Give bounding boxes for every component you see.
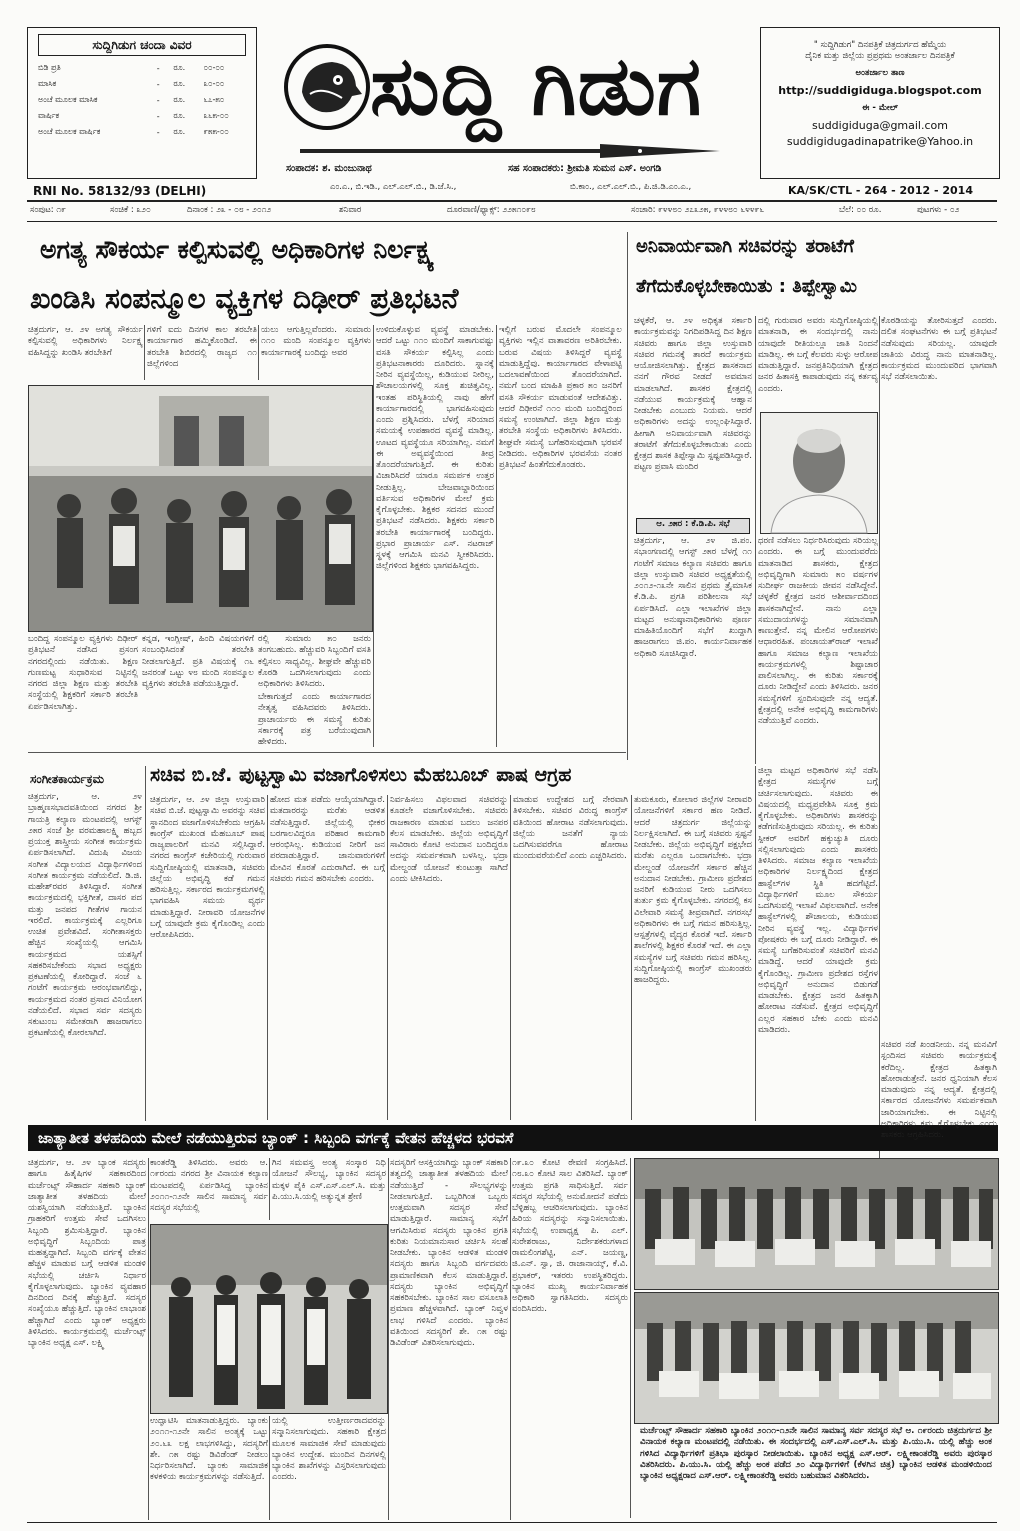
- lead-under-photo-4: ಬೇಕಾಗುತ್ತದೆ ಎಂದು ಕಾರ್ಯಾಗಾರದ ನೇತೃತ್ವ ವಹಿಸಿದವರು ತಿಳಿಸಿದರು. ಪ್ರಾಚಾರ್ಯರು ಈ ಸಮಸ್ಯೆ ಕುರಿತು ಸರ್ಕಾರಕ್ಕೆ ಪತ್ರ ಬರೆಯುವುದಾಗಿ ಹೇಳಿದರು.: [258, 692, 371, 747]
- subscription-row: [34, 76, 250, 92]
- rule: [627, 232, 628, 760]
- subscription-unit: ರೂ.: [173, 79, 186, 88]
- registration-number: KA/SK/CTL - 264 - 2012 - 2014: [788, 184, 973, 197]
- right-mid-col-2: ಸಚಿವರ ನಡೆ ಖಂಡನೀಯ. ನನ್ನ ಮನವಿಗೆ ಸ್ಪಂದಿಸದ ಸಚಿವರು ಕಾರ್ಯಕ್ರಮಕ್ಕೆ ಕರೆದಿಲ್ಲ. ಕ್ಷೇತ್ರದ ಹಿತಕ್ಕಾಗಿ ಹೋರಾಡುತ್ತೇನೆ. ಜನರ ಧ್ವನಿಯಾಗಿ ಕೆಲಸ ಮಾಡುವುದು ನನ್ನ ಆದ್ಯತೆ. ಕ್ಷೇತ್ರದಲ್ಲಿ ಸರ್ಕಾರದ ಯೋಜನೆಗಳು ಸಮರ್ಪಕವಾಗಿ ಜಾರಿಯಾಗಬೇಕು. ಈ ನಿಟ್ಟಿನಲ್ಲಿ ಅಧಿಕಾರಿಗಳು ಕ್ರಮ ಕೈಗೊಳ್ಳಬೇಕು ಎಂದು ಶಾಸಕರು ಆಗ್ರಹಿಸಿದರು.: [881, 1040, 997, 1140]
- lead-col-2: ಗಳಿಗೆ ಐದು ದಿನಗಳ ಕಾಲ ತರಬೇತಿ ಕಾರ್ಯಾಗಾರ ಹಮ್ಮಿಕೊಂಡಿದೆ. ಈ ತರಬೇತಿ ಶಿಬಿರದಲ್ಲಿ ರಾಜ್ಯದ ೧೧ ಜಿಲ್ಲೆಗಳಿಂದ: [147, 325, 257, 369]
- website-link[interactable]: http://suddigiduga.blogspot.com: [778, 83, 982, 97]
- music-heading: ಸಂಗೀತಕಾರ್ಯಕ್ರಮ: [30, 772, 105, 786]
- thippeswamy-col-3: ಕೊಠಡಿಯನ್ನು ತೋರಿಸುತ್ತದೆ ಎಂದರು. ದಲಿತ ಸಂಘಟನೆಗಳು ಈ ಬಗ್ಗೆ ಪ್ರತಿಭಟನೆ ನಡೆಸುವುದು ಸರಿಯಲ್ಲ. ಯಾವುದೇ ಜಾತಿಯ ವಿರುದ್ಧ ನಾನು ಮಾತನಾಡಿಲ್ಲ. ಕಾರ್ಯಕ್ರಮದ ಮುಂದುವರಿದ ಭಾಗವಾಗಿ ಸಭೆ ನಡೆಸಲಾಯಿತು.: [881, 316, 997, 383]
- rule: [145, 766, 146, 1121]
- rule: [631, 795, 632, 1120]
- bank-headline-bar: [28, 1125, 998, 1151]
- issue-number: ಸಂಚಿಕೆ : ೩೨೦: [110, 205, 151, 215]
- subscription-dash: -: [156, 127, 160, 137]
- bank-col-4: ಸದಸ್ಯರಿಗೆ ಆಸಕ್ತಿಯಾಗಿದ್ದು ಬ್ಯಾಂಕ್ ಸಹಕಾರಿ ತತ್ವದಲ್ಲಿ ಜಾತ್ಯಾತೀತ ತಳಹದಿಯ ಮೇಲೆ ನಡೆಯುತ್ತಿದೆ - ಸೌಲಭ್ಯಗಳನ್ನು ನೀಡಲಾಗುತ್ತಿದೆ. ಒಬ್ಬರಿಗಿಂತ ಒಬ್ಬರು ಉತ್ತಮವಾಗಿ ಸದಸ್ಯರ ಸೇವೆ ಮಾಡುತ್ತಿದ್ದಾರೆ. ಸಾಮಾನ್ಯ ಸಭೆಗೆ ಆಗಮಿಸಿರುವ ಸದಸ್ಯರು ಬ್ಯಾಂಕಿನ ಪ್ರಗತಿ ಕುರಿತು ನಿಯಮಾನುಸಾರ ಚರ್ಚಿಸಿ ಸಲಹೆ ನೀಡಬೇಕು. ಬ್ಯಾಂಕಿನ ಆಡಳಿತ ಮಂಡಳಿ ಸದಸ್ಯರು ಹಾಗೂ ಸಿಬ್ಬಂದಿ ವರ್ಗದವರು ಪ್ರಾಮಾಣಿಕವಾಗಿ ಕೆಲಸ ಮಾಡುತ್ತಿದ್ದಾರೆ. ಸದಸ್ಯರು ಬ್ಯಾಂಕಿನ ಅಭಿವೃದ್ಧಿಗೆ ಸಹಕರಿಸಬೇಕು. ಬ್ಯಾಂಕಿನ ಸಾಲ ವಸೂಲಾತಿ ಪ್ರಮಾಣ ಹೆಚ್ಚಳವಾಗಿದೆ. ಬ್ಯಾಂಕ್ ನಿವ್ವಳ ಲಾಭ ಗಳಿಸಿದೆ ಎಂದರು. ಬ್ಯಾಂಕಿನ ವತಿಯಿಂದ ಸದಸ್ಯರಿಗೆ ಶೇ. ೧೫ ರಷ್ಟು ಡಿವಿಡೆಂಡ್ ವಿತರಿಸಲಾಗುವುದು.: [390, 1158, 508, 1348]
- email-link-2[interactable]: suddigidugadinapatrike@Yahoo.in: [786, 134, 974, 148]
- email-label: ಈ - ಮೇಲ್: [862, 102, 898, 113]
- subscription-label: ಬಿಡಿ ಪ್ರತಿ: [38, 63, 61, 72]
- rule: [258, 325, 259, 380]
- subscription-dash: -: [156, 63, 160, 73]
- rni-number: RNI No. 58132/93 (DELHI): [33, 184, 207, 198]
- subscription-unit: ರೂ.: [173, 95, 186, 104]
- subscription-label: ಅಂಚೆ ಮೂಲಕ ಮಾಸಿಕ: [38, 95, 98, 104]
- puttaswamy-col-5: ತುಮಕೂರು, ಕೋಲಾರ ಜಿಲ್ಲೆಗಳ ನೀರಾವರಿ ಯೋಜನೆಗಳಿಗೆ ಸರ್ಕಾರ ಹಣ ನೀಡಿದೆ. ಆದರೆ ಚಿತ್ರದುರ್ಗ ಜಿಲ್ಲೆಯನ್ನು ನಿರ್ಲಕ್ಷಿಸಲಾಗಿದೆ. ಈ ಬಗ್ಗೆ ಸಚಿವರು ಸ್ಪಷ್ಟನೆ ನೀಡಬೇಕು. ಜಿಲ್ಲೆಯ ಅಭಿವೃದ್ಧಿಗೆ ಪಕ್ಷಭೇದ ಮರೆತು ಎಲ್ಲರೂ ಒಂದಾಗಬೇಕು. ಭದ್ರಾ ಮೇಲ್ದಂಡೆ ಯೋಜನೆಗೆ ಸರ್ಕಾರ ಹೆಚ್ಚಿನ ಅನುದಾನ ನೀಡಬೇಕು. ಗ್ರಾಮೀಣ ಪ್ರದೇಶದ ಜನರಿಗೆ ಕುಡಿಯುವ ನೀರು ಒದಗಿಸಲು ತುರ್ತು ಕ್ರಮ ಕೈಗೊಳ್ಳಬೇಕು. ನಗರದಲ್ಲಿ ಕಸ ವಿಲೇವಾರಿ ಸಮಸ್ಯೆ ತೀವ್ರವಾಗಿದೆ. ನಗರಸಭೆ ಅಧಿಕಾರಿಗಳು ಈ ಬಗ್ಗೆ ಗಮನ ಹರಿಸುತ್ತಿಲ್ಲ. ಆಸ್ಪತ್ರೆಗಳಲ್ಲಿ ವೈದ್ಯರ ಕೊರತೆ ಇದೆ. ಸರ್ಕಾರಿ ಶಾಲೆಗಳಲ್ಲಿ ಶಿಕ್ಷಕರ ಕೊರತೆ ಇದೆ. ಈ ಎಲ್ಲಾ ಸಮಸ್ಯೆಗಳ ಬಗ್ಗೆ ಸಚಿವರು ಗಮನ ಹರಿಸಿಲ್ಲ. ಸುದ್ದಿಗೋಷ್ಠಿಯಲ್ಲಿ ಕಾಂಗ್ರೆಸ್ ಮುಖಂಡರು ಹಾಜರಿದ್ದರು.: [634, 795, 752, 985]
- puttaswamy-col-2: ಹೋದ ಮತ ಪಡೆದು ಆಯ್ಕೆಯಾಗಿದ್ದಾರೆ. ಮತದಾರರನ್ನು ಮರೆತು ಆಡಳಿತ ನಡೆಸುತ್ತಿದ್ದಾರೆ. ಜಿಲ್ಲೆಯಲ್ಲಿ ಭೀಕರ ಬರಗಾಲವಿದ್ದರೂ ಪರಿಹಾರ ಕಾಮಗಾರಿ ಆರಂಭಿಸಿಲ್ಲ. ಕುಡಿಯುವ ನೀರಿಗೆ ಜನ ಪರದಾಡುತ್ತಿದ್ದಾರೆ. ಜಾನುವಾರುಗಳಿಗೆ ಮೇವಿನ ಕೊರತೆ ಎದುರಾಗಿದೆ. ಈ ಬಗ್ಗೆ ಸಚಿವರು ಗಮನ ಹರಿಸಬೇಕು ಎಂದರು.: [270, 795, 385, 884]
- subscription-row: [34, 108, 250, 124]
- pen-nib-icon: [300, 142, 750, 160]
- subscription-amount: ೬೭-೫೦: [203, 95, 225, 104]
- subscription-amount: ೦೦-೦೦: [203, 63, 225, 72]
- subscription-dash: -: [156, 111, 160, 121]
- puttaswamy-headline: ಸಚಿವ ಬಿ.ಜೆ. ಪುಟ್ಟಸ್ವಾಮಿ ವಜಾಗೊಳಿಸಲು ಮೆಹಬೂಬ್ ಪಾಷ ಆಗ್ರಹ: [150, 764, 572, 786]
- subscription-unit: ರೂ.: [173, 111, 186, 120]
- rule: [269, 1416, 270, 1520]
- bank-col-1: ಚಿತ್ರದುರ್ಗ, ಆ. ೨೪ ಬ್ಯಾಂಕ ಸದಸ್ಯರು ಹಾಗೂ ಹಿತೈಷಿಗಳ ಸಹಕಾರದಿಂದ ಮರ್ಚೆಂಟ್ಸ್ ಸೌಹಾರ್ದ ಸಹಕಾರಿ ಬ್ಯಾಂಕ್ ಜಾತ್ಯಾತೀತ ತಳಹದಿಯ ಮೇಲೆ ಯಶಸ್ವಿಯಾಗಿ ನಡೆಯುತ್ತಿದೆ. ಬ್ಯಾಂಕಿನ ಗ್ರಾಹಕರಿಗೆ ಉತ್ತಮ ಸೇವೆ ಒದಗಿಸಲು ಸಿಬ್ಬಂದಿ ಶ್ರಮಿಸುತ್ತಿದ್ದಾರೆ. ಬ್ಯಾಂಕಿನ ಅಭಿವೃದ್ಧಿಗೆ ಸಿಬ್ಬಂದಿಯ ಪಾತ್ರ ಮಹತ್ವದ್ದಾಗಿದೆ. ಸಿಬ್ಬಂದಿ ವರ್ಗಕ್ಕೆ ವೇತನ ಹೆಚ್ಚಳ ಮಾಡುವ ಬಗ್ಗೆ ಆಡಳಿತ ಮಂಡಳಿ ಸಭೆಯಲ್ಲಿ ಚರ್ಚಿಸಿ ನಿರ್ಧಾರ ಕೈಗೊಳ್ಳಲಾಗುವುದು. ಬ್ಯಾಂಕಿನ ವ್ಯವಹಾರ ದಿನದಿಂದ ದಿನಕ್ಕೆ ಹೆಚ್ಚುತ್ತಿದೆ. ಸದಸ್ಯರ ಸಂಖ್ಯೆಯೂ ಹೆಚ್ಚುತ್ತಿದೆ. ಬ್ಯಾಂಕಿನ ಲಾಭಾಂಶ ಹೆಚ್ಚಾಗಿದೆ ಎಂದು ಬ್ಯಾಂಕ್ ಅಧ್ಯಕ್ಷರು ತಿಳಿಸಿದರು. ಕಾರ್ಯಕ್ರಮದಲ್ಲಿ ಮರ್ಚೆಂಟ್ಸ್ ಬ್ಯಾಂಕಿನ ಅಧ್ಯಕ್ಷ ಎಸ್. ಲಕ್ಷ್ಮಿ: [28, 1158, 146, 1348]
- bank-award-photo: [150, 1224, 388, 1414]
- right-mid-col: ಜಿಲ್ಲಾ ಮಟ್ಟದ ಅಧಿಕಾರಿಗಳ ಸಭೆ ನಡೆಸಿ ಕ್ಷೇತ್ರದ ಸಮಸ್ಯೆಗಳ ಬಗ್ಗೆ ಚರ್ಚಿಸಲಾಗುವುದು. ಸಚಿವರು ಈ ವಿಷಯದಲ್ಲಿ ಮಧ್ಯಪ್ರವೇಶಿಸಿ ಸೂಕ್ತ ಕ್ರಮ ಕೈಗೊಳ್ಳಬೇಕು. ಅಧಿಕಾರಿಗಳು ಶಾಸಕರನ್ನು ಕಡೆಗಣಿಸುತ್ತಿರುವುದು ಸರಿಯಲ್ಲ. ಈ ಕುರಿತು ಸ್ಪೀಕರ್ ಅವರಿಗೆ ಹಕ್ಕುಚ್ಯುತಿ ದೂರು ಸಲ್ಲಿಸಲಾಗುವುದು ಎಂದು ಶಾಸಕರು ತಿಳಿಸಿದರು. ಸಮಾಜ ಕಲ್ಯಾಣ ಇಲಾಖೆಯ ಅಧಿಕಾರಿಗಳ ನಿರ್ಲಕ್ಷ್ಯದಿಂದ ಕ್ಷೇತ್ರದ ಹಾಸ್ಟೆಲ್‌ಗಳ ಸ್ಥಿತಿ ಹದಗೆಟ್ಟಿದೆ. ವಿದ್ಯಾರ್ಥಿಗಳಿಗೆ ಮೂಲ ಸೌಕರ್ಯ ಒದಗಿಸುವಲ್ಲಿ ಇಲಾಖೆ ವಿಫಲವಾಗಿದೆ. ಅನೇಕ ಹಾಸ್ಟೆಲ್‌ಗಳಲ್ಲಿ ಶೌಚಾಲಯ, ಕುಡಿಯುವ ನೀರಿನ ವ್ಯವಸ್ಥೆ ಇಲ್ಲ. ವಿದ್ಯಾರ್ಥಿಗಳ ಪೋಷಕರು ಈ ಬಗ್ಗೆ ದೂರು ನೀಡಿದ್ದಾರೆ. ಈ ಸಮಸ್ಯೆ ಬಗೆಹರಿಸುವಂತೆ ಸಚಿವರಿಗೆ ಮನವಿ ಮಾಡಿದ್ದೆ. ಆದರೆ ಯಾವುದೇ ಕ್ರಮ ಕೈಗೊಂಡಿಲ್ಲ. ಗ್ರಾಮೀಣ ಪ್ರದೇಶದ ರಸ್ತೆಗಳ ಅಭಿವೃದ್ಧಿಗೆ ಅನುದಾನ ಬಿಡುಗಡೆ ಮಾಡಬೇಕು. ಕ್ಷೇತ್ರದ ಜನರ ಹಿತಕ್ಕಾಗಿ ಹೋರಾಟ ನಡೆಸುವೆ. ಕ್ಷೇತ್ರದ ಅಭಿವೃದ್ಧಿಗೆ ಎಲ್ಲರ ಸಹಕಾರ ಬೇಕು ಎಂದು ಮನವಿ ಮಾಡಿದರು.: [758, 766, 878, 1035]
- rule: [510, 1158, 511, 1520]
- lead-under-photo-3: ರಲ್ಲಿ ಸುಮಾರು ೫೦ ಜನರು ತಂಗಬಹುದು. ಹೆಚ್ಚುವರಿ ಸಿಬ್ಬಂದಿಗೆ ವಸತಿ ಕಲ್ಪಿಸಲು ಸಾಧ್ಯವಿಲ್ಲ. ಶೀಘ್ರವೇ ಹೆಚ್ಚುವರಿ ಕೊಠಡಿ ಒದಗಿಸಲಾಗುವುದು ಎಂದು ಅಧಿಕಾರಿಗಳು ತಿಳಿಸಿದರು.: [258, 634, 371, 689]
- page-count: ಪುಟಗಳು - ೦೨: [917, 205, 960, 215]
- coeditor-quals: ಬಿ.ಕಾಂ., ಎಲ್.ಎಲ್.ಬಿ., ಪಿ.ಜಿ.ಡಿ.ಎಂ.ಎ.,: [570, 182, 692, 192]
- issue-bar-top-rule: [27, 200, 997, 202]
- subscription-unit: ರೂ.: [173, 63, 186, 72]
- subscription-box: [27, 27, 257, 179]
- bank-col-2-bottom: ಉದ್ಘಾಟಿಸಿ ಮಾತನಾಡುತ್ತಿದ್ದರು. ಬ್ಯಾಂಕು ೨೦೧೧-೧೨ನೇ ಸಾಲಿನ ಅಂತ್ಯಕ್ಕೆ ಒಟ್ಟು ೨೦.೬೩ ಲಕ್ಷ ಲಾಭಗಳಿಸಿದ್ದು, ಸದಸ್ಯರಿಗೆ ಶೇ. ೧೫ ರಷ್ಟು ಡಿವಿಡೆಂಡ್ ನೀಡಲು ನಿರ್ಧರಿಸಲಾಗಿದೆ. ಬ್ಯಾಂಕು ಸಾಮಾಜಿಕ ಕಳಕಳಿಯ ಕಾರ್ಯಕ್ರಮಗಳನ್ನು ನಡೆಸುತ್ತಿದೆ.: [150, 1416, 268, 1483]
- rule: [510, 795, 511, 1120]
- thippeswamy-headline-1: ಅನಿವಾರ್ಯವಾಗಿ ಸಚಿವರನ್ನು ತರಾಟೆಗೆ: [636, 236, 854, 257]
- editor-quals: ಎಂ.ಎ., ಬಿ.ಇಡಿ., ಎಲ್.ಎಲ್.ಬಿ., ಡಿ.ಜೆ.ಸಿ.,: [330, 182, 457, 192]
- rule: [148, 1158, 149, 1520]
- mobile-numbers: ಸಂಚಾರಿ: ೯೪೪೮೦ ೨೭೩೨೫, ೯೪೪೮೦ ೬೪೪೯೬: [631, 205, 765, 215]
- subscription-label: ವಾರ್ಷಿಕ: [38, 111, 60, 120]
- email-link-1[interactable]: suddigiduga@gmail.com: [812, 118, 948, 132]
- subscription-table: [34, 60, 250, 140]
- lead-col-4: ಉಳಿದುಕೊಳ್ಳುವ ವ್ಯವಸ್ಥೆ ಮಾಡಬೇಕು. ಆದರೆ ಒಟ್ಟು ೧೧೦ ಮಂದಿಗೆ ಸಾಕಾಗುವಷ್ಟು ವಸತಿ ಸೌಕರ್ಯ ಕಲ್ಪಿಸಿಲ್ಲ ಎಂದು ಪ್ರತಿಭಟನಾಕಾರರು ದೂರಿದರು. ಸ್ನಾನಕ್ಕೆ ನೀರಿನ ವ್ಯವಸ್ಥೆಯಿಲ್ಲ, ಕುಡಿಯುವ ನೀರಿಲ್ಲ, ಶೌಚಾಲಯಗಳಲ್ಲಿ ಸೂಕ್ತ ಶುಚಿತ್ವವಿಲ್ಲ. ಇಂತಹ ಪರಿಸ್ಥಿತಿಯಲ್ಲಿ ನಾವು ಹೇಗೆ ಕಾರ್ಯಾಗಾರದಲ್ಲಿ ಭಾಗವಹಿಸುವುದು ಎಂದು ಪ್ರಶ್ನಿಸಿದರು. ಬೆಳಗ್ಗೆ ಸರಿಯಾದ ಸಮಯಕ್ಕೆ ಉಪಹಾರದ ವ್ಯವಸ್ಥೆ ಮಾಡಿಲ್ಲ. ಊಟದ ವ್ಯವಸ್ಥೆಯೂ ಸರಿಯಾಗಿಲ್ಲ. ನಮಗೆ ಈ ಅವ್ಯವಸ್ಥೆಯಿಂದ ತೀವ್ರ ತೊಂದರೆಯಾಗುತ್ತಿದೆ. ಈ ಕುರಿತು ವಿಚಾರಿಸಿದರೆ ಯಾರೂ ಸಮರ್ಪಕ ಉತ್ತರ ನೀಡುತ್ತಿಲ್ಲ. ಬೇಜವಾಬ್ದಾರಿಯಿಂದ ವರ್ತಿಸುವ ಅಧಿಕಾರಿಗಳ ಮೇಲೆ ಕ್ರಮ ಕೈಗೊಳ್ಳಬೇಕು. ಶಿಕ್ಷಕರ ಸದನದ ಮುಂದೆ ಪ್ರತಿಭಟನೆ ನಡೆಸಿದರು. ಶಿಕ್ಷಕರು ಸರ್ಕಾರಿ ತರಬೇತಿ ಕಾರ್ಯಾಗಾರಕ್ಕೆ ಬಂದಿದ್ದರು. ಪ್ರಭಾರ ಪ್ರಾಚಾರ್ಯ ಎಸ್. ನಟರಾಜ್ ಸ್ಥಳಕ್ಕೆ ಆಗಮಿಸಿ ಮನವಿ ಸ್ವೀಕರಿಸಿದರು. ಜಿಲ್ಲೆಗಳಿಂದ ಶಿಕ್ಷಕರು ಭಾಗವಹಿಸಿದ್ದರು.: [376, 325, 494, 572]
- rule: [755, 766, 756, 1121]
- lead-col-5: ಇಲ್ಲಿಗೆ ಬರುವ ಮೊದಲೇ ಸಂಪನ್ಮೂಲ ವ್ಯಕ್ತಿಗಳು ಇಲ್ಲಿನ ವಾತಾವರಣ ಅರಿತಿರಬೇಕು. ಬರುವ ವಿಷಯ ತಿಳಿಸಿದ್ದರೆ ವ್ಯವಸ್ಥೆ ಮಾಡುತ್ತಿದ್ದೆವು. ಕಾರ್ಯಾಗಾರದ ವೇಳಾಪಟ್ಟಿ ಬದಲಾವಣೆಯಿಂದ ತೊಂದರೆಯಾಗಿದೆ. ನಮಗೆ ಬಂದ ಮಾಹಿತಿ ಪ್ರಕಾರ ೫೦ ಜನರಿಗೆ ವಸತಿ ಸೌಕರ್ಯ ಮಾಡುವಂತೆ ಆದೇಶವಿತ್ತು. ಆದರೆ ದಿಢೀರನೆ ೧೧೦ ಮಂದಿ ಬಂದಿದ್ದರಿಂದ ಸಮಸ್ಯೆ ಉಂಟಾಗಿದೆ. ಜಿಲ್ಲಾ ಶಿಕ್ಷಣ ಮತ್ತು ತರಬೇತಿ ಸಂಸ್ಥೆಯ ಅಧಿಕಾರಿಗಳು ತಿಳಿಸಿದರು. ಶೀಘ್ರವೇ ಸಮಸ್ಯೆ ಬಗೆಹರಿಸುವುದಾಗಿ ಭರವಸೆ ನೀಡಿದರು. ಅಧಿಕಾರಿಗಳ ಭರವಸೆಯ ನಂತರ ಪ್ರತಿಭಟನೆ ಹಿಂತೆಗೆದುಕೊಂಡರು.: [499, 325, 622, 470]
- lead-under-photo-2: ಕನ್ನಡ, ಇಂಗ್ಲೀಷ್, ಹಿಂದಿ ವಿಷಯಗಳಿಗೆ ಸಂಬಂಧಿಸಿದಂತೆ ತರಬೇತಿ ನೀಡಲಾಗುತ್ತಿದೆ. ಪ್ರತಿ ವಿಷಯಕ್ಕೆ ೧೬ ಜನರಂತೆ ಒಟ್ಟು ೪೮ ಮಂದಿ ಸಂಪನ್ಮೂಲ ವ್ಯಕ್ತಿಗಳು ತರಬೇತಿ ಪಡೆಯುತ್ತಿದ್ದಾರೆ.: [142, 634, 254, 689]
- thippeswamy-col-4: ಧರಣಿ ನಡೆಸಲು ನಿರ್ಧರಿಸಿರುವುದು ಸರಿಯಲ್ಲ ಎಂದರು. ಈ ಬಗ್ಗೆ ಮುಂದುವರೆದು ಮಾತನಾಡಿದ ಶಾಸಕರು, ಕ್ಷೇತ್ರದ ಅಭಿವೃದ್ಧಿಗಾಗಿ ಸುಮಾರು ೫೦ ವರ್ಷಗಳ ಸುದೀರ್ಘ ರಾಜಕೀಯ ಜೀವನ ನಡೆಸಿದ್ದೇನೆ. ಚಳ್ಳಕೆರೆ ಕ್ಷೇತ್ರದ ಜನರ ಆಶೀರ್ವಾದದಿಂದ ಶಾಸಕನಾಗಿದ್ದೇನೆ. ನಾನು ಎಲ್ಲಾ ಸಮುದಾಯಗಳನ್ನು ಸಮಾನವಾಗಿ ಕಾಣುತ್ತೇನೆ. ನನ್ನ ಮೇಲಿನ ಆರೋಪಗಳು ಆಧಾರರಹಿತ. ಪಂಚಾಯತ್‌ರಾಜ್ ಇಲಾಖೆ ಹಾಗೂ ಸಮಾಜ ಕಲ್ಯಾಣ ಇಲಾಖೆಯ ಕಾರ್ಯಕ್ರಮಗಳಲ್ಲಿ ಶಿಷ್ಟಾಚಾರ ಪಾಲಿಸಲಾಗಿಲ್ಲ. ಈ ಕುರಿತು ಸರ್ಕಾರಕ್ಕೆ ದೂರು ನೀಡಿದ್ದೇನೆ ಎಂದು ತಿಳಿಸಿದರು. ಜನರ ಸಮಸ್ಯೆಗಳಿಗೆ ಸ್ಪಂದಿಸುವುದೇ ನನ್ನ ಆದ್ಯತೆ. ಕ್ಷೇತ್ರದಲ್ಲಿ ಅನೇಕ ಅಭಿವೃದ್ಧಿ ಕಾಮಗಾರಿಗಳು ನಡೆಯುತ್ತಿವೆ ಎಂದರು.: [758, 536, 878, 726]
- page-bottom-rule: [27, 1522, 997, 1523]
- bank-col-3-bottom: ಯಲ್ಲಿ ಉತ್ತೀರ್ಣರಾದವರನ್ನು ಸನ್ಮಾನಿಸಲಾಗುವುದು. ಸಹಕಾರಿ ಕ್ಷೇತ್ರದ ಮೂಲಕ ಸಾಮಾಜಿಕ ಸೇವೆ ಮಾಡುವುದು ಬ್ಯಾಂಕಿನ ಉದ್ದೇಶ. ಮುಂದಿನ ದಿನಗಳಲ್ಲಿ ಬ್ಯಾಂಕಿನ ಶಾಖೆಗಳನ್ನು ವಿಸ್ತರಿಸಲಾಗುವುದು ಎಂದರು.: [272, 1416, 386, 1483]
- rule: [630, 1158, 631, 1518]
- rule: [879, 316, 880, 1236]
- bank-photo-caption: ಮರ್ಚೆಂಟ್ಸ್ ಸೌಹಾರ್ದ ಸಹಕಾರಿ ಬ್ಯಾಂಕಿನ ೨೦೧೧-೧೨ನೇ ಸಾಲಿನ ಸಾಮಾನ್ಯ ಸರ್ವ ಸದಸ್ಯರ ಸಭೆ ಆ. ೧೯ರಂದು ಚಿತ್ರದುರ್ಗದ ಶ್ರೀ ವಿನಾಯಕ ಕಲ್ಯಾಣ ಮಂಟಪದಲ್ಲಿ ನಡೆಯಿತು. ಈ ಸಂದರ್ಭದಲ್ಲಿ ಎಸ್.ಎಸ್.ಎಲ್.ಸಿ. ಮತ್ತು ಪಿ.ಯು.ಸಿ. ಯಲ್ಲಿ ಹೆಚ್ಚು ಅಂಕ ಗಳಿಸಿದ ವಿದ್ಯಾರ್ಥಿಗಳಿಗೆ ಪ್ರತಿಭಾ ಪುರಸ್ಕಾರ ನೀಡಲಾಯಿತು. ಬ್ಯಾಂಕಿನ ಅಧ್ಯಕ್ಷ ಎಸ್.ಆರ್. ಲಕ್ಷ್ಮೀಕಾಂತರೆಡ್ಡಿ ಅವರು ಪುರಸ್ಕಾರ ವಿತರಿಸಿದರು. ಪಿ.ಯು.ಸಿ. ಯಲ್ಲಿ ಹೆಚ್ಚು ಅಂಕ ಪಡೆದ ೨೦ ವಿದ್ಯಾರ್ಥಿಗಳಿಗೆ (ಕೆಳಗಿನ ಚಿತ್ರ) ಬ್ಯಾಂಕಿನ ಆಡಳಿತ ಮಂಡಳಿಯಿಂದ ಬ್ಯಾಂಕಿನ ಅಧ್ಯಕ್ಷರಾದ ಎಸ್.ಆರ್. ಲಕ್ಷ್ಮೀಕಾಂತರೆಡ್ಡಿ ಅವರು ಬಹುಮಾನ ವಿತರಿಸಿದರು.: [640, 1426, 992, 1481]
- thippeswamy-headline-2: ತೆಗೆದುಕೊಳ್ಳಬೇಕಾಯಿತು : ತಿಪ್ಪೇಸ್ವಾಮಿ: [636, 276, 857, 297]
- students-award-photo-bottom: [634, 1292, 999, 1424]
- bank-col-3-top: ಗಿನ ಸಮವಸ್ತ್ರ ಅಂತ್ಯ ಸಂಸ್ಕಾರ ನಿಧಿ ಯೋಜನೆ ಸೌಲಭ್ಯ, ಬ್ಯಾಂಕಿನ ಸದಸ್ಯರ ಮಕ್ಕಳ ಪೈಕಿ ಎಸ್.ಎಸ್.ಎಲ್.ಸಿ. ಮತ್ತು ಪಿ.ಯು.ಸಿ.ಯಲ್ಲಿ ಅತ್ಯುನ್ನತ ಶ್ರೇಣಿ: [272, 1158, 386, 1202]
- thippeswamy-col-1: ಚಳ್ಳಕೆರೆ, ಆ. ೨೪ ಅಧಿಕೃತ ಸರ್ಕಾರಿ ಕಾರ್ಯಕ್ರಮವನ್ನು ನಿಗದಿಪಡಿಸಿದ್ದ ದಿನ ಶಿಕ್ಷಣ ಸಚಿವರು ಹಾಗೂ ಜಿಲ್ಲಾ ಉಸ್ತುವಾರಿ ಸಚಿವರ ಗಮನಕ್ಕೆ ತಾರದೆ ಕಾರ್ಯಕ್ರಮ ಆಯೋಜಿಸಲಾಗಿತ್ತು. ಕ್ಷೇತ್ರದ ಶಾಸಕನಾದ ನನಗೆ ಗೌರವ ನೀಡದೆ ಅವಮಾನ ಮಾಡಲಾಗಿದೆ. ಶಾಸಕರ ಕ್ಷೇತ್ರದಲ್ಲಿ ನಡೆಯುವ ಕಾರ್ಯಕ್ರಮಕ್ಕೆ ಆಹ್ವಾನ ನೀಡಬೇಕು ಎಂಬುದು ನಿಯಮ. ಆದರೆ ಅಧಿಕಾರಿಗಳು ಅದನ್ನು ಉಲ್ಲಂಘಿಸಿದ್ದಾರೆ. ಹೀಗಾಗಿ ಅನಿವಾರ್ಯವಾಗಿ ಸಚಿವರನ್ನು ತರಾಟೆಗೆ ತೆಗೆದುಕೊಳ್ಳಬೇಕಾಯಿತು ಎಂದು ಕ್ಷೇತ್ರದ ಶಾಸಕ ತಿಪ್ಪೇಸ್ವಾಮಿ ಸ್ಪಷ್ಟಪಡಿಸಿದ್ದಾರೆ. ಪಟ್ಟಣ ಪ್ರವಾಸಿ ಮಂದಿರ: [634, 316, 752, 473]
- subscription-amount: ೯೫೫-೦೦: [203, 127, 229, 136]
- thippeswamy-col-2: ದಲ್ಲಿ ಗುರುವಾರ ಅವರು ಸುದ್ದಿಗೋಷ್ಠಿಯಲ್ಲಿ ಮಾತನಾಡಿ, ಈ ಸಂದರ್ಭದಲ್ಲಿ ನಾನು ಯಾವುದೇ ರೀತಿಯಲ್ಲೂ ಜಾತಿ ನಿಂದನೆ ಮಾಡಿಲ್ಲ. ಈ ಬಗ್ಗೆ ಕೆಲವರು ಸುಳ್ಳು ಆರೋಪ ಮಾಡುತ್ತಿದ್ದಾರೆ. ಜನಪ್ರತಿನಿಧಿಯಾಗಿ ಕ್ಷೇತ್ರದ ಜನರ ಹಿತಾಸಕ್ತಿ ಕಾಪಾಡುವುದು ನನ್ನ ಕರ್ತವ್ಯ ಎಂದರು.: [758, 316, 878, 394]
- subscription-row: [34, 92, 250, 108]
- lead-headline-1: ಅಗತ್ಯ ಸೌಕರ್ಯ ಕಲ್ಪಿಸುವಲ್ಲಿ ಅಧಿಕಾರಿಗಳ ನಿರ್ಲಕ್ಷ್ಯ: [40, 235, 435, 264]
- web-label: ಅಂತರ್ಜಾಲ ತಾಣ: [855, 68, 905, 79]
- rule: [496, 325, 497, 747]
- kdp-heading: [636, 518, 750, 534]
- puttaswamy-col-4: ಮಾಡುವ ಉದ್ದೇಶದ ಬಗ್ಗೆ ನೇರವಾಗಿ ತಿಳಿಸಬೇಕು. ಸಚಿವರ ವಿರುದ್ಧ ಕಾಂಗ್ರೆಸ್ ವತಿಯಿಂದ ಹೋರಾಟ ನಡೆಸಲಾಗುವುದು. ಜಿಲ್ಲೆಯ ಜನತೆಗೆ ನ್ಯಾಯ ಒದಗಿಸುವವರೆಗೂ ಹೋರಾಟ ಮುಂದುವರೆಯಲಿದೆ ಎಂದು ಎಚ್ಚರಿಸಿದರು.: [513, 795, 628, 862]
- contact-box: [760, 27, 1000, 179]
- bird-logo-icon: [282, 42, 372, 132]
- rule: [388, 1158, 389, 1520]
- kdp-text: ಚಿತ್ರದುರ್ಗ, ಆ. ೨೪ ಜಿ.ಪಂ. ಸಭಾಂಗಣದಲ್ಲಿ ಆಗಸ್ಟ್ ೨೫ರ ಬೆಳಗ್ಗೆ ೧೧ ಗಂಟೆಗೆ ಸಮಾಜ ಕಲ್ಯಾಣ ಸಚಿವರು ಹಾಗೂ ಜಿಲ್ಲಾ ಉಸ್ತುವಾರಿ ಸಚಿವರ ಅಧ್ಯಕ್ಷತೆಯಲ್ಲಿ ೨೦೧೨-೧೩ನೇ ಸಾಲಿನ ಪ್ರಥಮ ತ್ರೈಮಾಸಿಕ ಕೆ.ಡಿ.ಪಿ. ಪ್ರಗತಿ ಪರಿಶೀಲನಾ ಸಭೆ ಏರ್ಪಡಿಸಿದೆ. ಎಲ್ಲಾ ಇಲಾಖೆಗಳ ಜಿಲ್ಲಾ ಮಟ್ಟದ ಅನುಷ್ಠಾನಾಧಿಕಾರಿಗಳು ಪೂರ್ಣ ಮಾಹಿತಿಯೊಂದಿಗೆ ಸಭೆಗೆ ಖುದ್ದಾಗಿ ಹಾಜರಾಗಲು ಜಿ.ಪಂ. ಕಾರ್ಯನಿರ್ವಾಹಕ ಅಧಿಕಾರಿ ಸೂಚಿಸಿದ್ದಾರೆ.: [634, 536, 752, 659]
- masthead-logo: [282, 42, 372, 132]
- subscription-row: [34, 124, 250, 140]
- bank-col-5: ೧೯.೩೦ ಕೋಟಿ ಠೇವಣಿ ಸಂಗ್ರಹಿಸಿದೆ. ೧೮.೩೦ ಕೋಟಿ ಸಾಲ ವಿತರಿಸಿದೆ. ಬ್ಯಾಂಕ್ ಉತ್ತಮ ಪ್ರಗತಿ ಸಾಧಿಸುತ್ತಿದೆ. ಸರ್ವ ಸದಸ್ಯರ ಸಭೆಯಲ್ಲಿ ಅನುಮೋದನೆ ಪಡೆದು ಬೆಳ್ಳಿಹಬ್ಬ ಆಚರಿಸಲಾಗುವುದು. ಬ್ಯಾಂಕಿನ ಹಿರಿಯ ಸದಸ್ಯರನ್ನು ಸನ್ಮಾನಿಸಲಾಯಿತು. ಸಭೆಯಲ್ಲಿ ಉಪಾಧ್ಯಕ್ಷ ಪಿ. ಎಲ್. ಸುರೇಶರಾಜು, ನಿರ್ದೇಶಕರುಗಳಾದ ರಾಮಲಿಂಗಶೆಟ್ಟಿ, ಎನ್. ಜಯಣ್ಣ, ಜಿ.ಎನ್. ಸ್ವಾ, ಜಿ. ರಾಜಾನಾಯ್ಕ್, ಕೆ.ವಿ. ಪ್ರಭಾಕರ್, ಇತರರು ಉಪಸ್ಥಿತರಿದ್ದರು. ಬ್ಯಾಂಕಿನ ಮುಖ್ಯ ಕಾರ್ಯನಿರ್ವಾಹಕ ಅಧಿಕಾರಿ ಸ್ವಾಗತಿಸಿದರು. ಸದಸ್ಯರು ವಂದಿಸಿದರು.: [512, 1158, 628, 1315]
- price: ಬೆಲೆ: ೦೦ ರೂ.: [839, 205, 882, 215]
- music-text: ಚಿತ್ರದುರ್ಗ, ಆ. ೨೪ ಬ್ರಾಹ್ಮಣಸಭಾದವತಿಯಿಂದ ನಗರದ ಶ್ರೀ ಗಾಯತ್ರಿ ಕಲ್ಯಾಣ ಮಂಟಪದಲ್ಲಿ ಆಗಸ್ಟ್ ೨೫ರ ಸಂಜೆ ಶ್ರೀ ವರಮಹಾಲಕ್ಷ್ಮಿ ಹಬ್ಬದ ಪ್ರಯುಕ್ತ ಶಾಸ್ತ್ರೀಯ ಸಂಗೀತ ಕಾರ್ಯಕ್ರಮ ಏರ್ಪಡಿಸಲಾಗಿದೆ. ವಿದುಷಿ ವಿಜಯ ಸಂಗೀತ ವಿದ್ಯಾಲಯದ ವಿದ್ಯಾರ್ಥಿಗಳಿಂದ ಸಂಗೀತ ಕಾರ್ಯಕ್ರಮ ನಡೆಯಲಿದೆ. ಡಿ.ಜಿ. ಮಹೇಶ್‌ರವರ ತಿಳಿಸಿದ್ದಾರೆ. ಸಂಗೀತ ಕಾರ್ಯಕ್ರಮದಲ್ಲಿ ಭಕ್ತಿಗೀತೆ, ದಾಸರ ಪದ ಮತ್ತು ಜನಪದ ಗೀತೆಗಳ ಗಾಯನ ಇರಲಿದೆ. ಕಾರ್ಯಕ್ರಮಕ್ಕೆ ಎಲ್ಲರಿಗೂ ಉಚಿತ ಪ್ರವೇಶವಿದೆ. ಸಂಗೀತಾಸಕ್ತರು ಹೆಚ್ಚಿನ ಸಂಖ್ಯೆಯಲ್ಲಿ ಆಗಮಿಸಿ ಕಾರ್ಯಕ್ರಮದ ಯಶಸ್ಸಿಗೆ ಸಹಕರಿಸಬೇಕೆಂದು ಸಭಾದ ಅಧ್ಯಕ್ಷರು ಪ್ರಕಟಣೆಯಲ್ಲಿ ಕೋರಿದ್ದಾರೆ. ಸಂಜೆ ೬ ಗಂಟೆಗೆ ಕಾರ್ಯಕ್ರಮ ಆರಂಭವಾಗಲಿದ್ದು, ಕಾರ್ಯಕ್ರಮದ ನಂತರ ಪ್ರಸಾದ ವಿನಿಯೋಗ ನಡೆಯಲಿದೆ. ಸಭಾದ ಸರ್ವ ಸದಸ್ಯರು ಸಕುಟುಂಬ ಸಮೇತರಾಗಿ ಹಾಜರಾಗಲು ಪ್ರಕಟಣೆಯಲ್ಲಿ ಕೋರಲಾಗಿದೆ.: [28, 792, 142, 1039]
- puttaswamy-col-3: ನಿರ್ವಹಿಸಲು ವಿಫಲವಾದ ಸಚಿವರನ್ನು ಕೂಡಲೇ ವಜಾಗೊಳಿಸಬೇಕು. ಸಚಿವರು ರಾಜಕಾರಣ ಮಾಡುವ ಬದಲು ಜನಪರ ಕೆಲಸ ಮಾಡಬೇಕು. ಜಿಲ್ಲೆಯ ಅಭಿವೃದ್ಧಿಗೆ ಸಾವಿರಾರು ಕೋಟಿ ಅನುದಾನ ಬಂದಿದ್ದರೂ ಅದನ್ನು ಸಮರ್ಪಕವಾಗಿ ಬಳಸಿಲ್ಲ. ಭದ್ರಾ ಮೇಲ್ದಂಡೆ ಯೋಜನೆ ಕುಂಟುತ್ತಾ ಸಾಗಿದೆ ಎಂದು ಟೀಕಿಸಿದರು.: [390, 795, 508, 884]
- rule: [267, 795, 268, 1120]
- lead-headline-2: ಖಂಡಿಸಿ ಸಂಪನ್ಮೂಲ ವ್ಯಕ್ತಿಗಳ ದಿಢೀರ್ ಪ್ರತಿಭಟನೆ: [30, 282, 459, 315]
- lead-col-3: ಯಲು ಆಗುತ್ತಿಲ್ಲವೆಂದರು. ಸುಮಾರು ೧೧೦ ಮಂದಿ ಸಂಪನ್ಮೂಲ ವ್ಯಕ್ತಿಗಳು ಕಾರ್ಯಾಗಾರಕ್ಕೆ ಬಂದಿದ್ದು ಅವರ: [261, 325, 371, 358]
- masthead-pen-line: [300, 142, 750, 160]
- kdp-heading-text: ಆ. ೨೫ರ : ಕೆ.ಡಿ.ಪಿ. ಸಭೆ: [656, 519, 730, 529]
- protest-photo: [28, 385, 373, 632]
- subscription-unit: ರೂ.: [173, 127, 186, 136]
- contact-line-2: ದೈನಿಕ ಮತ್ತು ಜಿಲ್ಲೆಯ ಪ್ರಪ್ರಥಮ ಅಂತರ್ಜಾಲ ದಿನಪತ್ರಿಕೆ: [805, 51, 955, 62]
- issue-bar: [27, 205, 997, 219]
- subscription-row: [34, 60, 250, 76]
- puttaswamy-col-1: ಚಿತ್ರದುರ್ಗ, ಆ. ೨೪ ಜಿಲ್ಲಾ ಉಸ್ತುವಾರಿ ಸಚಿವ ಬಿ.ಜೆ. ಪುಟ್ಟಸ್ವಾಮಿ ಅವರನ್ನು ಸಚಿವ ಸ್ಥಾನದಿಂದ ವಜಾಗೊಳಿಸಬೇಕೆಂದು ಆಗ್ರಹಿಸಿ ಕಾಂಗ್ರೆಸ್ ಮುಖಂಡ ಮೆಹಬೂಬ್ ಪಾಷ ರಾಜ್ಯಪಾಲರಿಗೆ ಮನವಿ ಸಲ್ಲಿಸಿದ್ದಾರೆ. ನಗರದ ಕಾಂಗ್ರೆಸ್ ಕಚೇರಿಯಲ್ಲಿ ಗುರುವಾರ ಸುದ್ದಿಗೋಷ್ಠಿಯಲ್ಲಿ ಮಾತನಾಡಿ, ಸಚಿವರು ಜಿಲ್ಲೆಯ ಅಭಿವೃದ್ಧಿ ಕಡೆ ಗಮನ ಹರಿಸುತ್ತಿಲ್ಲ. ಸರ್ಕಾರದ ಕಾರ್ಯಕ್ರಮಗಳಲ್ಲಿ ಭಾಗವಹಿಸಿ ಸಮಯ ವ್ಯರ್ಥ ಮಾಡುತ್ತಿದ್ದಾರೆ. ನೀರಾವರಿ ಯೋಜನೆಗಳ ಬಗ್ಗೆ ಯಾವುದೇ ಕ್ರಮ ಕೈಗೊಂಡಿಲ್ಲ ಎಂದು ಆರೋಪಿಸಿದರು.: [150, 795, 265, 940]
- rule: [28, 752, 626, 753]
- issue-day: ಶನಿವಾರ: [339, 205, 362, 215]
- bank-col-2-top: ಕಾಂತರೆಡ್ಡಿ ತಿಳಿಸಿದರು. ಅವರು ಆ. ೧೯ರಂದು ನಗರದ ಶ್ರೀ ವಿನಾಯಕ ಕಲ್ಯಾಣ ಮಂಟಪದಲ್ಲಿ ಏರ್ಪಡಿಸಿದ್ದ ಬ್ಯಾಂಕಿನ ೨೦೧೧-೧೨ನೇ ಸಾಲಿನ ಸಾಮಾನ್ಯ ಸರ್ವ ಸದಸ್ಯರ ಸಭೆಯಲ್ಲಿ: [150, 1158, 268, 1213]
- subscription-amount: ೩೦-೦೦: [203, 79, 225, 88]
- lead-col-1: ಚಿತ್ರದುರ್ಗ, ಆ. ೨೪ ಅಗತ್ಯ ಸೌಕರ್ಯ ಕಲ್ಪಿಸುವಲ್ಲಿ ಅಧಿಕಾರಿಗಳು ನಿರ್ಲಕ್ಷ್ಯ ವಹಿಸಿದ್ದನ್ನು ಖಂಡಿಸಿ ತರಬೇತಿಗೆ: [28, 325, 143, 358]
- issue-date: ದಿನಾಂಕ : ೨೩ - ೦೮ - ೨೦೧೨: [187, 205, 272, 215]
- subscription-label: ಅಂಚೆ ಮೂಲಕ ವಾರ್ಷಿಕ: [38, 127, 101, 136]
- subscription-dash: -: [156, 95, 160, 105]
- masthead-title: ಸುದ್ದಿ ಗಿಡುಗ: [370, 38, 703, 134]
- subscription-dash: -: [156, 79, 160, 89]
- phone-fax: ದೂರವಾಣಿ/ಫ್ಯಾಕ್ಸ್: ೨೨೫೧೦೯೮: [447, 205, 536, 215]
- mla-portrait-photo: [760, 412, 878, 534]
- rule: [755, 316, 756, 764]
- students-award-photo-top: [634, 1158, 999, 1290]
- rule: [144, 325, 145, 380]
- rule: [373, 325, 374, 747]
- subscription-amount: ೩೬೫-೦೦: [203, 111, 229, 120]
- rule: [269, 1158, 270, 1220]
- contact-line-1: " ಸುದ್ದಿಗಿಡುಗ" ದಿನಪತ್ರಿಕೆ ಚಿತ್ರದುರ್ಗದ ಹೆಮ್ಮೆಯ: [813, 40, 947, 50]
- bank-headline: ಜಾತ್ಯಾತೀತ ತಳಹದಿಯ ಮೇಲೆ ನಡೆಯುತ್ತಿರುವ ಬ್ಯಾಂಕ್ : ಸಿಬ್ಬಂದಿ ವರ್ಗಕ್ಕೆ ವೇತನ ಹೆಚ್ಚಳದ ಭರವಸೆ: [38, 1129, 514, 1147]
- lead-under-photo-1: ಬಂದಿದ್ದ ಸಂಪನ್ಮೂಲ ವ್ಯಕ್ತಿಗಳು ದಿಢೀರ್ ಪ್ರತಿಭಟನೆ ನಡೆಸಿದ ಪ್ರಸಂಗ ನಗರದಲ್ಲಿಂದು ನಡೆಯಿತು. ಶಿಕ್ಷಣ ಗುಣಮಟ್ಟ ಸುಧಾರಿಸುವ ನಿಟ್ಟಿನಲ್ಲಿ ನಗರದ ಜಿಲ್ಲಾ ಶಿಕ್ಷಣ ಮತ್ತು ತರಬೇತಿ ಸಂಸ್ಥೆಯಲ್ಲಿ ಶಿಕ್ಷಕರಿಗೆ ಸರ್ಕಾರಿ ತರಬೇತಿ ಏರ್ಪಡಿಸಲಾಗಿತ್ತು.: [28, 634, 138, 712]
- volume: ಸಂಪುಟ: ೧೯: [30, 205, 66, 215]
- issue-bar-bottom-rule: [27, 221, 997, 222]
- subscription-title: ಸುದ್ದಿಗಿಡುಗ ಚಂದಾ ವಿವರ: [38, 34, 246, 56]
- rule: [387, 795, 388, 1120]
- subscription-label: ಮಾಸಿಕ: [38, 79, 57, 88]
- coeditor-name: ಸಹ ಸಂಪಾದಕರು: ಶ್ರೀಮತಿ ಸುಮನ ಎಸ್. ಅಂಗಡಿ: [508, 163, 662, 174]
- editor-name: ಸಂಪಾದಕ: ಶ. ಮಂಜುನಾಥ: [286, 163, 372, 174]
